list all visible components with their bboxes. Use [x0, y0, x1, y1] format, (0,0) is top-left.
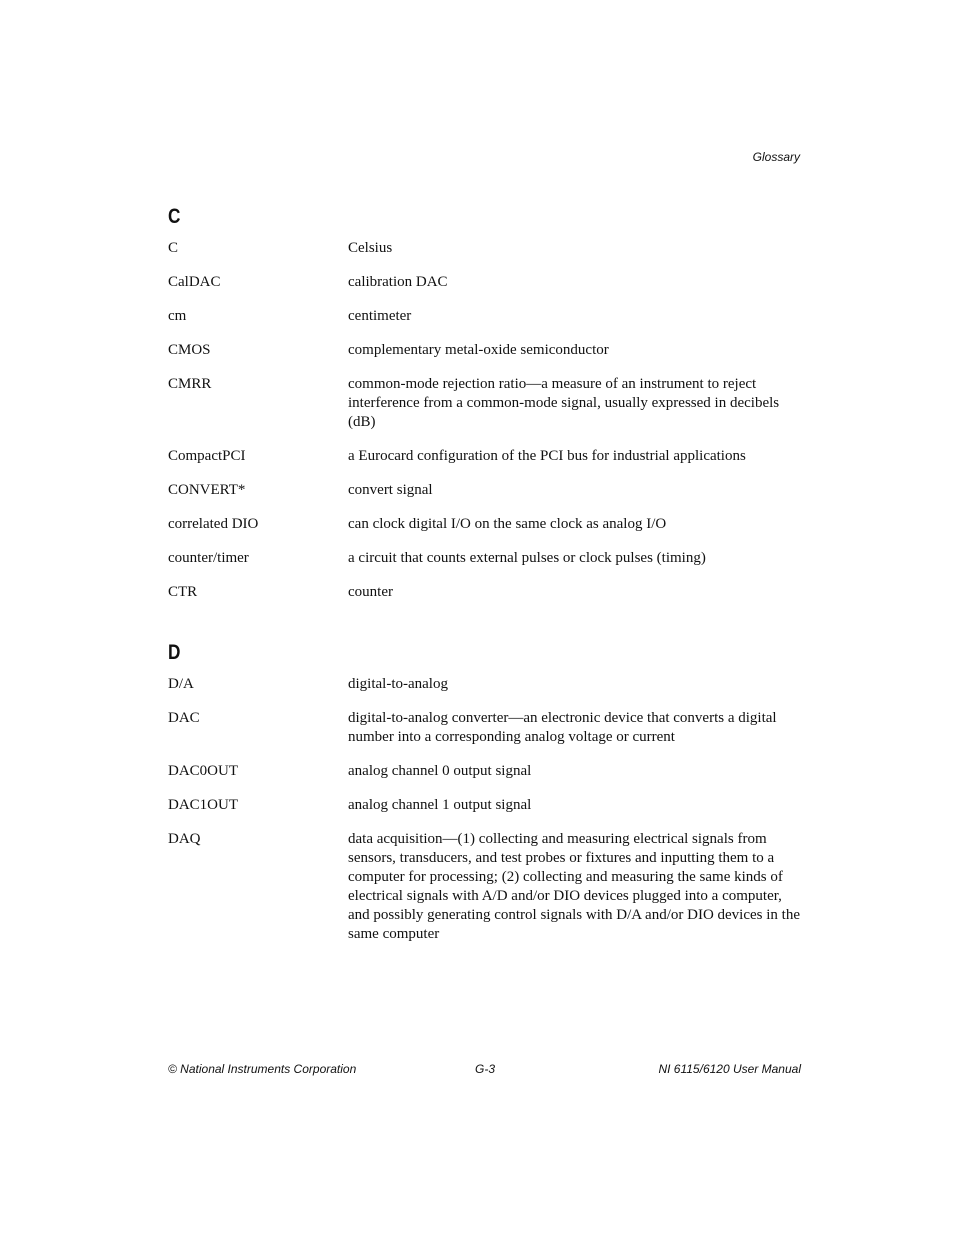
entry-definition: a Eurocard configuration of the PCI bus for industrial applications — [348, 448, 746, 464]
footer-copyright: © National Instruments Corporation — [168, 1062, 357, 1076]
glossary-entry — [168, 675, 808, 694]
entry-term: CTR — [168, 584, 198, 600]
glossary-entry — [168, 762, 808, 781]
glossary-entry — [168, 341, 808, 360]
entry-term: counter/timer — [168, 550, 249, 566]
entry-definition: convert signal — [348, 482, 433, 498]
glossary-section-d — [168, 639, 808, 959]
entry-definition: calibration DAC — [348, 274, 448, 290]
entry-term: DAQ — [168, 831, 201, 847]
entry-definition: can clock digital I/O on the same clock as analog I/O — [348, 516, 667, 532]
glossary-entry — [168, 549, 808, 568]
entry-definition: centimeter — [348, 308, 412, 324]
glossary-entry — [168, 273, 808, 292]
entry-definition: counter — [348, 584, 393, 600]
entry-term: D/A — [168, 676, 194, 692]
glossary-entry — [168, 583, 808, 602]
glossary-entry — [168, 375, 808, 432]
section-letter: C — [168, 205, 181, 228]
glossary-section-c — [168, 203, 808, 617]
entry-definition: Celsius — [348, 240, 393, 256]
entry-term: CMRR — [168, 376, 212, 392]
entry-definition: a circuit that counts external pulses or clock pulses (timing) — [348, 550, 706, 566]
entry-term: correlated DIO — [168, 516, 259, 532]
entry-definition: digital-to-analog — [348, 676, 448, 692]
entry-list — [168, 675, 808, 944]
entry-term: DAC — [168, 710, 200, 726]
glossary-entry — [168, 796, 808, 815]
glossary-entry — [168, 447, 808, 466]
glossary-entry — [168, 481, 808, 500]
glossary-entry — [168, 830, 808, 944]
entry-list — [168, 239, 808, 602]
entry-definition: data acquisition—(1) collecting and measuring electrical signals from sensors, transducers, and test probes or fixtures and inputting them to a computer for processing; (2) collecting and measuring the same kinds of electrical signals with A/D and/or DIO devices plugged into a computer, and possibly generating control signals with D/A and/or DIO devices in the same computer — [348, 831, 800, 942]
section-letter: D — [168, 641, 181, 664]
entry-term: cm — [168, 308, 187, 324]
entry-term: CONVERT* — [168, 482, 246, 498]
glossary-entry — [168, 239, 808, 258]
glossary-entry — [168, 709, 808, 747]
entry-definition: complementary metal-oxide semiconductor — [348, 342, 609, 358]
footer-page-number: G-3 — [475, 1062, 496, 1076]
entry-term: C — [168, 240, 179, 256]
running-head: Glossary — [752, 150, 800, 164]
entry-term: DAC0OUT — [168, 763, 238, 779]
footer-manual-title: NI 6115/6120 User Manual — [658, 1062, 801, 1076]
entry-definition: common-mode rejection ratio—a measure of an instrument to reject interference from a common-mode signal, usually expressed in decibels (dB) — [348, 376, 780, 430]
glossary-entry — [168, 307, 808, 326]
entry-term: CalDAC — [168, 274, 221, 290]
glossary-entry — [168, 515, 808, 534]
entry-definition: digital-to-analog converter—an electronic device that converts a digital number into a corresponding analog voltage or current — [348, 710, 777, 745]
entry-term: CompactPCI — [168, 448, 246, 464]
entry-definition: analog channel 0 output signal — [348, 763, 532, 779]
entry-definition: analog channel 1 output signal — [348, 797, 532, 813]
entry-term: DAC1OUT — [168, 797, 238, 813]
entry-term: CMOS — [168, 342, 211, 358]
